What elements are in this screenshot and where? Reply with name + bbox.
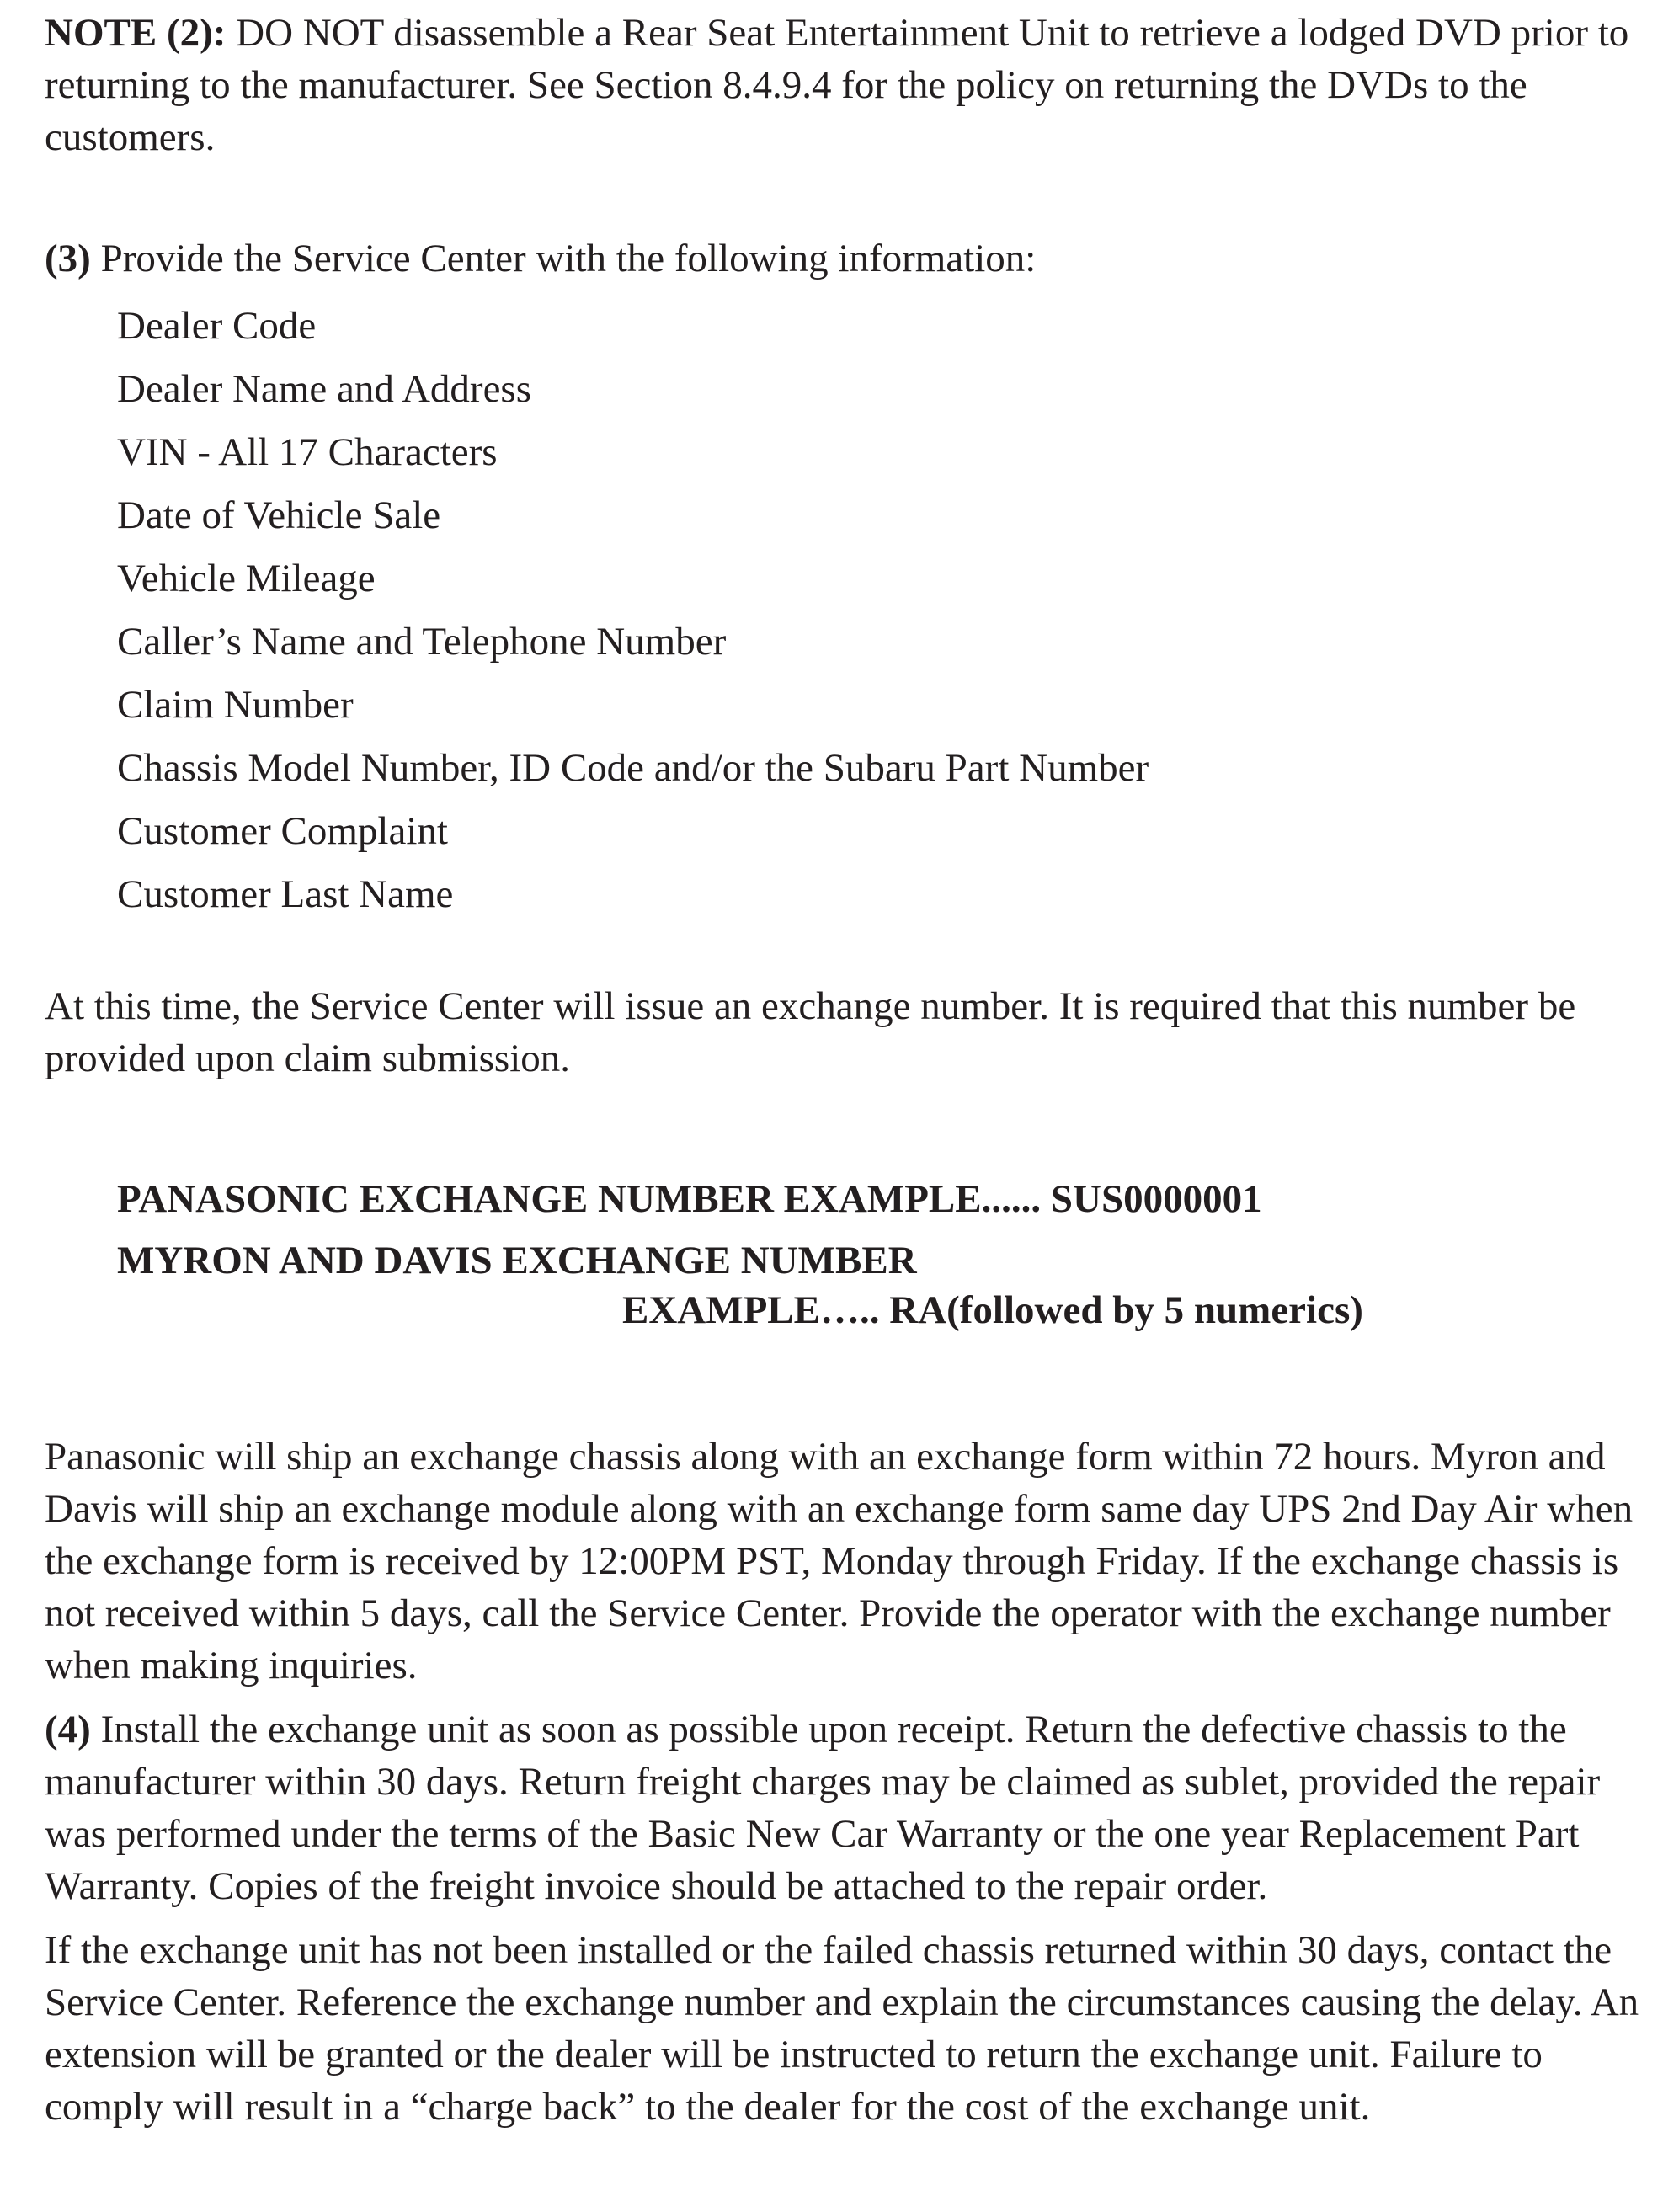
myron-davis-example-line-1: MYRON AND DAVIS EXCHANGE NUMBER xyxy=(117,1239,917,1282)
list-item: Customer Complaint xyxy=(117,809,448,853)
exchange-number-paragraph: At this time, the Service Center will issue an exchange number. It is required that this number be provided upon claim submission. xyxy=(45,984,1576,1080)
list-item: Date of Vehicle Sale xyxy=(117,493,441,537)
myron-davis-example-line-2: EXAMPLE….. RA(followed by 5 numerics) xyxy=(622,1288,1363,1332)
step-3-label: (3) xyxy=(45,237,91,280)
note-label: NOTE (2): xyxy=(45,11,227,55)
step-3-heading xyxy=(45,232,1644,285)
note-paragraph xyxy=(45,7,1644,163)
list-item: Claim Number xyxy=(117,683,354,727)
step-3-section xyxy=(45,232,1644,926)
required-info-list xyxy=(117,295,1644,926)
step-4-text: Install the exchange unit as soon as possible upon receipt. Return the defective chassis to the manufacturer within 30 days. Return freight charges may be claimed as sublet, provided the repair was performed under the terms of the Basic New Car Warranty or the one year Replacement Part Warranty. Copies of the freight invoice should be attached to the repair order. xyxy=(45,1708,1601,1908)
note-text: DO NOT disassemble a Rear Seat Entertainment Unit to retrieve a lodged DVD prior to returning to the manufacturer. See Section 8.4.9.4 for the policy on returning the DVDs to the customers. xyxy=(45,11,1629,159)
list-item: Vehicle Mileage xyxy=(117,557,376,600)
document-page xyxy=(45,7,1644,2133)
list-item: Dealer Code xyxy=(117,304,317,348)
step-3-text: Provide the Service Center with the following information: xyxy=(90,237,1037,280)
failure-paragraph: If the exchange unit has not been installed or the failed chassis returned within 30 days, contact the Service Center. Reference the exchange number and explain the circumstances causing the delay. An extension will be granted or the dealer will be instructed to return the exchange unit. Failure to comply will result in a “charge back” to the dealer for the cost of the exchange unit. xyxy=(45,1928,1639,2129)
list-item: Caller’s Name and Telephone Number xyxy=(117,620,727,664)
panasonic-example: PANASONIC EXCHANGE NUMBER EXAMPLE...... SUS0000001 xyxy=(117,1177,1262,1221)
list-item: Dealer Name and Address xyxy=(117,367,532,411)
list-item: VIN - All 17 Characters xyxy=(117,430,498,474)
list-item: Chassis Model Number, ID Code and/or the Subaru Part Number xyxy=(117,746,1149,790)
shipping-paragraph: Panasonic will ship an exchange chassis along with an exchange form within 72 hours. Myron and Davis will ship an exchange module along with an exchange form same day UPS 2nd Day Air when the exchange form is received by 12:00PM PST, Monday through Friday. If the exchange chassis is not received within 5 days, call the Service Center. Provide the operator with the exchange number when making inquiries. xyxy=(45,1435,1634,1687)
step-4-label: (4) xyxy=(45,1708,91,1751)
list-item: Customer Last Name xyxy=(117,872,454,916)
exchange-number-examples xyxy=(117,1173,1644,1336)
step-4-paragraph xyxy=(45,1703,1644,1912)
